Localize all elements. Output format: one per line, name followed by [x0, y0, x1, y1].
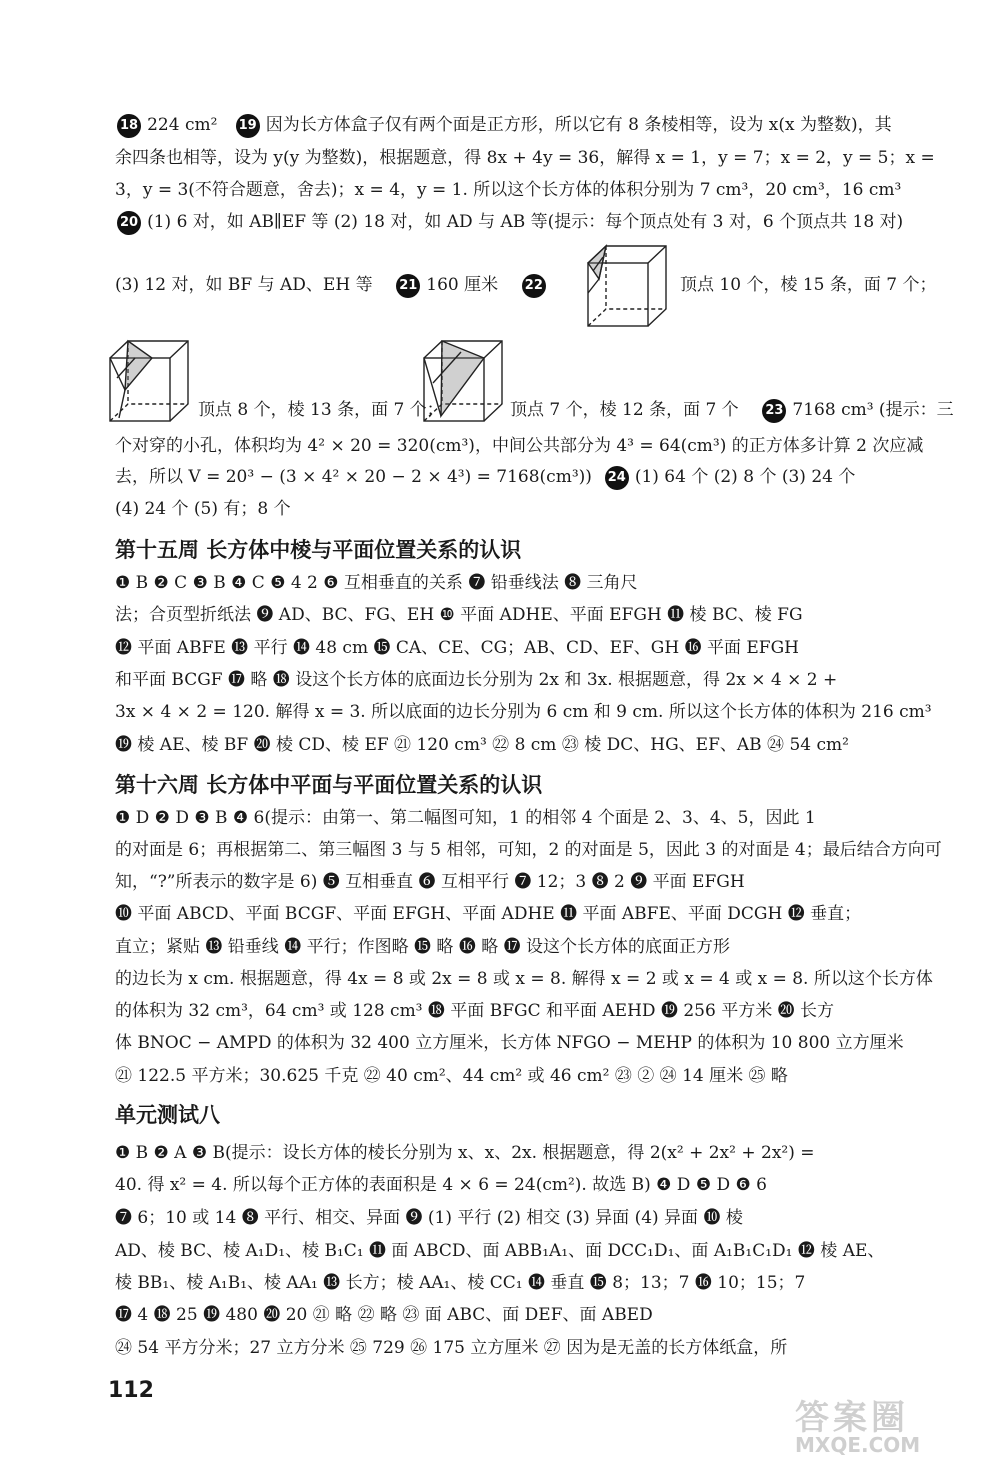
answer-line: (4) 24 个 (5) 有；8 个	[115, 499, 291, 519]
answer-line-24	[115, 462, 935, 492]
question-number-badge: 19	[236, 114, 260, 138]
answer-line: AD、棱 BC、棱 A₁D₁、棱 B₁C₁ ⓫ 面 ABCD、面 ABB₁A₁、面 DCC₁D₁、面 A₁B₁C₁D₁ ⓬ 棱 AE、	[115, 1241, 885, 1261]
answer-text: 顶点 7 个，棱 12 条，面 7 个	[510, 400, 739, 420]
answer-line: 知，“?”所表示的数字是 6) ❺ 互相垂直 ❻ 互相平行 ❼ 12；3 ❽ 2 ❾ 平面 EFGH	[115, 872, 745, 892]
answer-line: 3，y = 3(不符合题意，舍去)；x = 4，y = 1. 所以这个长方体的体积分别为 7 cm³，20 cm³，16 cm³	[115, 180, 902, 200]
answer-text: 去，所以 V = 20³ − (3 × 4² × 20 − 2 × 4³) = 7168(cm³))	[115, 467, 592, 487]
cube-figure-1	[585, 243, 669, 329]
answer-line-cube3-23	[510, 395, 954, 425]
answer-text: 224 cm²	[147, 115, 218, 135]
answer-line-3	[115, 270, 565, 300]
answer-line: 3x × 4 × 2 = 120. 解得 x = 3. 所以底面的边长分别为 6 cm 和 9 cm. 所以这个长方体的体积为 216 cm³	[115, 702, 932, 722]
answer-line: 体 BNOC − AMPD 的体积为 32 400 立方厘米，长方体 NFGO − MEHP 的体积为 10 800 立方厘米	[115, 1033, 904, 1053]
section-heading-unit-test: 单元测试八	[115, 1103, 220, 1127]
question-number-badge: 20	[117, 211, 141, 235]
answer-line: ❿ 平面 ABCD、平面 BCGF、平面 EFGH、平面 ADHE ⓫ 平面 ABFE、平面 DCGH ⓬ 垂直；	[115, 904, 862, 924]
watermark-url: MXQE.COM	[795, 1433, 921, 1457]
answer-text: 160 厘米	[426, 275, 499, 295]
answer-line-cube2: 顶点 8 个，棱 13 条，面 7 个；	[198, 400, 444, 420]
answer-line: 个对穿的小孔，体积均为 4² × 20 = 320(cm³)，中间公共部分为 4³ = 64(cm³) 的正方体多计算 2 次应减	[115, 436, 924, 456]
answer-line-18-19	[115, 110, 935, 140]
section-heading-week15: 第十五周 长方体中棱与平面位置关系的认识	[115, 538, 522, 562]
watermark-logo	[795, 1390, 985, 1457]
answer-text: 7168 cm³ (提示：三	[792, 400, 954, 420]
answer-line: 40. 得 x² = 4. 所以每个正方体的表面积是 4 × 6 = 24(cm²). 故选 B) ❹ D ❺ D ❻ 6	[115, 1175, 767, 1195]
answer-line: ❶ D ❷ D ❸ B ❹ 6(提示：由第一、第二幅图可知，1 的相邻 4 个面是 2、3、4、5，因此 1	[115, 808, 816, 828]
answer-line: 棱 BB₁、棱 A₁B₁、棱 AA₁ ⓭ 长方；棱 AA₁、棱 CC₁ ⓮ 垂直 ⓯ 8；13；7 ⓰ 10；15；7	[115, 1273, 806, 1293]
watermark-text: 答案圈	[795, 1398, 909, 1438]
answer-line: 法；合页型折纸法 ❾ AD、BC、FG、EH ❿ 平面 ADHE、平面 EFGH ⓫ 棱 BC、棱 FG	[115, 605, 803, 625]
answer-line-22-right: 顶点 10 个，棱 15 条，面 7 个；	[680, 275, 937, 295]
answer-line: 的对面是 6；再根据第二、第三幅图 3 与 5 相邻，可知，2 的对面是 5，因此 3 的对面是 4；最后结合方向可	[115, 840, 942, 860]
question-number-badge: 18	[117, 114, 141, 138]
question-number-badge: 22	[522, 274, 546, 298]
answer-line: 直立；紧贴 ⓭ 铅垂线 ⓮ 平行；作图略 ⓯ 略 ⓰ 略 ⓱ 设这个长方体的底面正方形	[115, 937, 731, 957]
answer-line: ㉔ 54 平方分米；27 立方分米 ㉕ 729 ㉖ 175 立方厘米 ㉗ 因为是无盖的长方体纸盒，所	[115, 1338, 788, 1358]
cube-figure-2	[107, 338, 191, 424]
answer-text: (1) 6 对，如 AB∥EF 等 (2) 18 对，如 AD 与 AB 等(提示：每个顶点处有 3 对，6 个顶点共 18 对)	[147, 212, 904, 232]
answer-line: ❶ B ❷ C ❸ B ❹ C ❺ 4 2 ❻ 互相垂直的关系 ❼ 铅垂线法 ❽ 三角尺	[115, 573, 638, 593]
answer-line: ⓳ 棱 AE、棱 BF ⓴ 棱 CD、棱 EF ㉑ 120 cm³ ㉒ 8 cm ㉓ 棱 DC、HG、EF、AB ㉔ 54 cm²	[115, 735, 849, 755]
question-number-badge: 21	[396, 274, 420, 298]
cube-figure-3	[421, 338, 505, 424]
answer-line: 余四条也相等，设为 y(y 为整数)，根据题意，得 8x + 4y = 36，解得 x = 1，y = 7；x = 2，y = 5；x =	[115, 148, 935, 168]
answer-text: 因为长方体盒子仅有两个面是正方形，所以它有 8 条棱相等，设为 x(x 为整数)，其	[265, 115, 892, 135]
answer-line: 和平面 BCGF ⓱ 略 ⓲ 设这个长方体的底面边长分别为 2x 和 3x. 根据题意，得 2x × 4 × 2 +	[115, 670, 838, 690]
question-number-badge: 24	[605, 466, 629, 490]
answer-line: ❶ B ❷ A ❸ B(提示：设长方体的棱长分别为 x、x、2x. 根据题意，得 2(x² + 2x² + 2x²) =	[115, 1143, 815, 1163]
answer-line: ❼ 6；10 或 14 ❽ 平行、相交、异面 ❾ (1) 平行 (2) 相交 (3) 异面 (4) 异面 ❿ 棱	[115, 1208, 743, 1228]
section-heading-week16: 第十六周 长方体中平面与平面位置关系的认识	[115, 773, 543, 797]
question-number-badge: 23	[762, 399, 786, 423]
answer-line-20	[115, 207, 935, 237]
answer-line: 的边长为 x cm. 根据题意，得 4x = 8 或 2x = 8 或 x = 8. 解得 x = 2 或 x = 4 或 x = 8. 所以这个长方体	[115, 969, 933, 989]
page-number: 112	[108, 1378, 154, 1403]
answer-text: (1) 64 个 (2) 8 个 (3) 24 个	[634, 467, 856, 487]
answer-line: ⓬ 平面 ABFE ⓭ 平行 ⓮ 48 cm ⓯ CA、CE、CG；AB、CD、EF、GH ⓰ 平面 EFGH	[115, 638, 800, 658]
answer-text: (3) 12 对，如 BF 与 AD、EH 等	[115, 275, 373, 295]
answer-line: 的体积为 32 cm³，64 cm³ 或 128 cm³ ⓲ 平面 BFGC 和平面 AEHD ⓳ 256 平方米 ⓴ 长方	[115, 1001, 835, 1021]
answer-line: ⓱ 4 ⓲ 25 ⓳ 480 ⓴ 20 ㉑ 略 ㉒ 略 ㉓ 面 ABC、面 DEF、面 ABED	[115, 1305, 653, 1325]
answer-line: ㉑ 122.5 平方米；30.625 千克 ㉒ 40 cm²、44 cm² 或 46 cm² ㉓ ② ㉔ 14 厘米 ㉕ 略	[115, 1066, 788, 1086]
